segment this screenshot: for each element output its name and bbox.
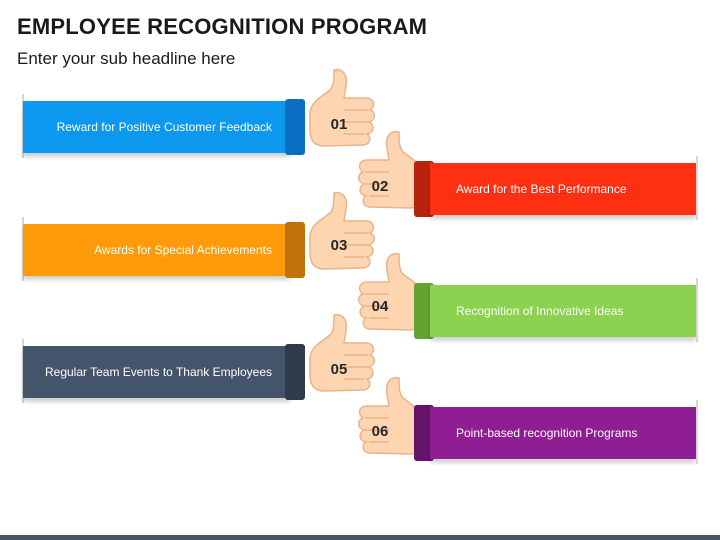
step-number-02: 02	[371, 178, 389, 195]
step-tab-03	[285, 222, 305, 278]
step-label-04: Recognition of Innovative Ideas	[456, 304, 624, 318]
step-number-01: 01	[330, 116, 348, 133]
step-banner-03	[23, 224, 290, 276]
page-title: EMPLOYEE RECOGNITION PROGRAM	[17, 14, 428, 39]
footer-bar	[0, 535, 720, 540]
step-banner-06	[430, 407, 696, 459]
step-number-03: 03	[330, 237, 348, 254]
banner-edge-06	[696, 400, 698, 464]
page-subtitle: Enter your sub headline here	[17, 49, 236, 68]
step-banner-04	[430, 285, 696, 337]
step-banner-02	[430, 163, 696, 215]
step-label-02: Award for the Best Performance	[456, 182, 627, 196]
step-label-05: Regular Team Events to Thank Employees	[44, 365, 272, 379]
banner-edge-04	[696, 278, 698, 342]
step-label-06: Point-based recognition Programs	[456, 426, 638, 440]
step-number-06: 06	[371, 423, 389, 440]
step-number-05: 05	[330, 361, 348, 378]
banner-edge-02	[696, 156, 698, 220]
step-label-01: Reward for Positive Customer Feedback	[56, 120, 272, 134]
step-tab-05	[285, 344, 305, 400]
step-tab-01	[285, 99, 305, 155]
step-banner-01	[23, 101, 290, 153]
step-banner-05	[23, 346, 290, 398]
step-label-03: Awards for Special Achievements	[94, 243, 272, 257]
step-number-04: 04	[371, 298, 389, 315]
